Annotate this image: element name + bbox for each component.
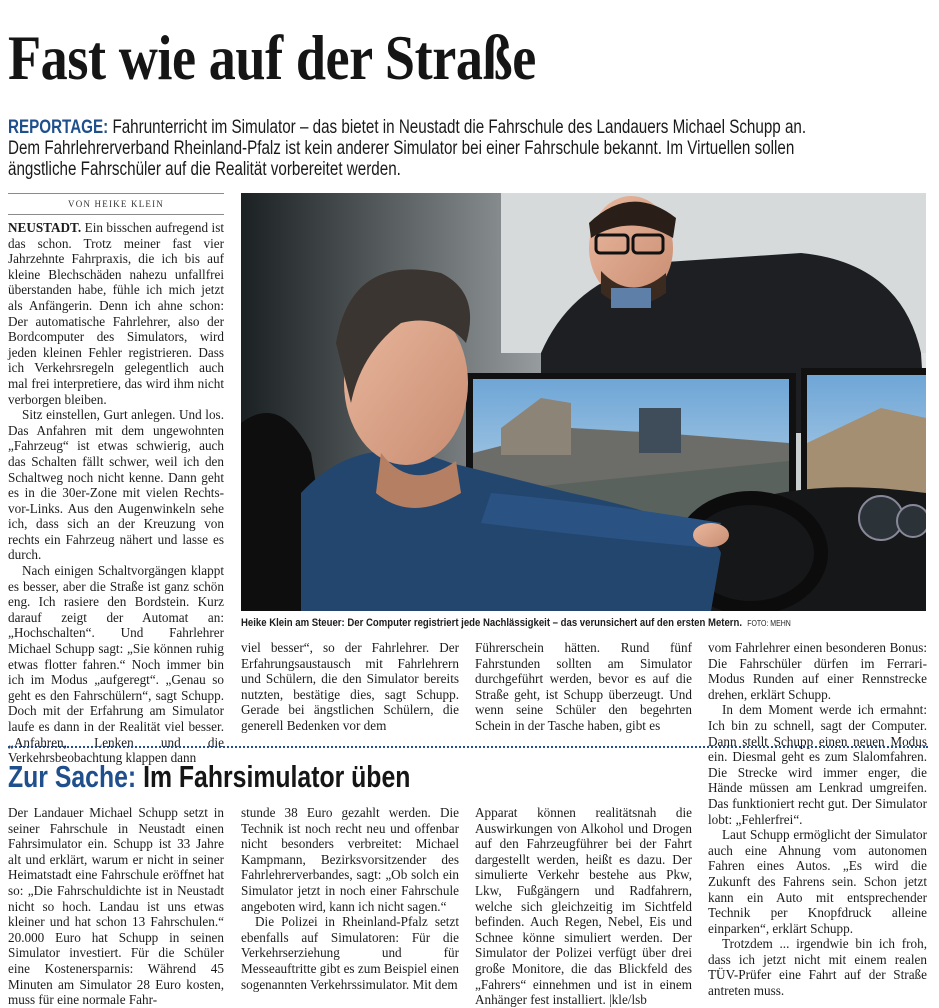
article-paragraph: Sitz einstellen, Gurt anlegen. Und los. Das Anfahren mit dem ungewohnten „Fahrzeug“ ist etwas schwierig, auch das Schalten fällt schwer, weil ich den Schaltweg noch nicht kenne. Dann geht es in die 30er-Zone mit vielen Rechts-vor-Links. Aus den Augenwinkeln sehe ich, dass sich an der Kreuzung von rechts ein Fahrzeug nähert und lasse es durch. — [8, 407, 224, 563]
article-paragraph: vom Fahrlehrer einen besonderen Bonus: Die Fahrschüler dürfen im Ferrari-Modus Runden auf einer Rennstrecke drehen, erklärt Schupp. — [708, 640, 927, 702]
simulator-photo-image — [241, 193, 926, 611]
info-box-column-3 — [475, 805, 692, 1008]
info-box-title: Im Fahrsimulator üben — [143, 759, 411, 794]
article-paragraph: viel besser“, so der Fahrlehrer. Der Erfahrungsaustausch mit Fahrlehrern und Schülern, die den Simulator bereits nutzten, bestätige dies, sagt Schupp. Gerade bei ängstlichen Schülern, die generell Bedenken vor dem — [241, 640, 459, 733]
info-box-paragraph: Der Landauer Michael Schupp setzt in seiner Fahrschule in Neustadt einen Fahrsimulator ein. Schupp ist 33 Jahre alt und erklärt, warum er nicht in seiner Heimatstadt eine Fahrschule eröffnet hat so: „Die Fahrschuldichte ist in Neustadt nicht so hoch. Landau ist uns etwas kleiner und hat schon 13 Fahrschulen.“ 20.000 Euro hat Schupp in seinen Simulator investiert. Für die Schüler eine Kostenersparnis: Während 45 Minuten am Simulator 28 Euro kosten, muss für eine normale Fahr- — [8, 805, 224, 1008]
article-paragraph: Nach einigen Schaltvorgängen klappt es besser, aber die Straße ist ganz schön eng. Ich rasiere den Bordstein. Kurz darauf zeigt der Automat an: „Hochschalten“. Und Fahrlehrer Michael Schupp sagt: „Sie können ruhig etwas flotter fahren.“ Noch immer bin ich im Modus „aufgeregt“. „Genau so geht es den Fahrschülern“, sagt Schupp. Doch mit der Erfahrung am Simulator laufe es dann in der Realität viel besser. „Anfahren, Lenken und die Verkehrsbeobachtung klappen dann — [8, 563, 224, 766]
article-text: Ein bisschen aufregend ist das schon. Trotz meiner fast vier Jahrzehnte Fahrpraxis, die ich bis auf kleine Blechschäden nahezu unfallfrei überstanden habe, fühle ich mich jetzt als Anfängerin. Denn ich ahne schon: Der automatische Fahrlehrer, also der Bordcomputer des Simulators, wird jeden kleinen Fehler registrieren. Dass ich Verkehrsregeln gelegentlich auch mal frei interpretiere, das wird ihm nicht verborgen bleiben. — [8, 220, 224, 407]
info-box-paragraph: stunde 38 Euro gezahlt werden. Die Technik ist noch recht neu und offenbar nicht besonders verbreitet: Michael Kampmann, Bezirksvorsitzender des Fahrlehrerverbandes, sagt: „Ob solch ein Simulator jetzt in noch einer Fahrschule angeboten wird, kann ich nicht sagen.“ — [241, 805, 459, 914]
article-column-3 — [475, 640, 692, 734]
lead-label: REPORTAGE: — [8, 117, 109, 138]
article-column-4 — [708, 640, 927, 999]
photo-caption — [241, 615, 920, 632]
author-signature: |kle/lsb — [609, 992, 647, 1008]
section-divider — [8, 746, 928, 748]
headline: Fast wie auf der Straße — [8, 23, 536, 93]
info-box-column-1 — [8, 805, 224, 1008]
info-box-paragraph — [475, 805, 692, 1008]
info-box-text: Apparat können realitätsnah die Auswirkungen von Alkohol und Drogen auf den Fahrzeugführer bei der Fahrt dargestellt werden, heißt es dazu. Der simulierte Verkehr bestehe aus Pkw, Lkw, Fußgängern und Radfahrern, welche sich gleichzeitig im Sichtfeld befinden. Auch Regen, Nebel, Eis und Schnee könne simuliert werden. Der Simulator der Polizei verfügt über drei große Monitore, die das Blickfeld des „Fahrers“ einnehmen und ist in einem Anhänger fest installiert. — [475, 805, 692, 1008]
dateline: NEUSTADT. — [8, 220, 82, 235]
info-box-heading — [8, 758, 410, 796]
article-paragraph: Laut Schupp ermöglicht der Simulator auch eine Ahnung vom autonomen Fahren eines Autos. „Es wird die Zukunft des Fahrens sein. Schon jetzt kann ein Auto mit entsprechender Technik per Knopfdruck alleine einparken“, erklärt Schupp. — [708, 827, 927, 936]
article-column-2 — [241, 640, 459, 734]
byline: VON HEIKE KLEIN — [8, 193, 224, 215]
article-column-1 — [8, 220, 224, 766]
article-paragraph: Trotzdem ... irgendwie bin ich froh, dass ich jetzt nicht mit einem realen TÜV-Prüfer eine Fahrt auf der Straße antreten muss. — [708, 936, 927, 999]
info-box-column-2 — [241, 805, 459, 992]
simulator-photo — [241, 193, 926, 611]
info-box-kicker: Zur Sache: — [8, 759, 137, 794]
article-paragraph: Führerschein hätten. Rund fünf Fahrstunden sollten am Simulator durchgeführt werden, bevor es auf die Straße geht, ist Schupp überzeugt. Und wenn seine Schüler den begehrten Schein in der Tasche haben, gibt es — [475, 640, 692, 733]
caption-text: Heike Klein am Steuer: Der Computer registriert jede Nachlässigkeit – das verunsichert auf den ersten Metern. — [241, 617, 743, 629]
article-paragraph — [8, 220, 224, 407]
article-paragraph: In dem Moment werde ich ermahnt: Ich bin zu schnell, sagt der Computer. Dann stellt Schupp einen neuen Modus ein. Diesmal geht es zum Slalomfahren. Die Strecke wird immer enger, die Hände müssen am Lenkrad umgreifen. Das funktioniert recht gut. Der Simulator lobt: „Fehlerfrei“. — [708, 702, 927, 827]
info-box-paragraph: Die Polizei in Rheinland-Pfalz setzt ebenfalls auf Simulatoren: Für die Verkehrserziehung und für Messeauftritte gibt es zum Beispiel einen sogenannten Verkehrssimulator. Mit dem — [241, 914, 459, 992]
photo-credit: FOTO: MEHN — [747, 619, 791, 628]
lead-paragraph — [8, 117, 824, 180]
lead-text: Fahrunterricht im Simulator – das bietet in Neustadt die Fahrschule des Landauers Michael Schupp an. Dem Fahrlehrerverband Rheinland-Pfalz ist kein anderer Simulator bei einer Fahrschule bekannt. Im Virtuellen sollen ängstliche Fahrschüler auf die Realität vorbereitet werden. — [8, 117, 807, 180]
